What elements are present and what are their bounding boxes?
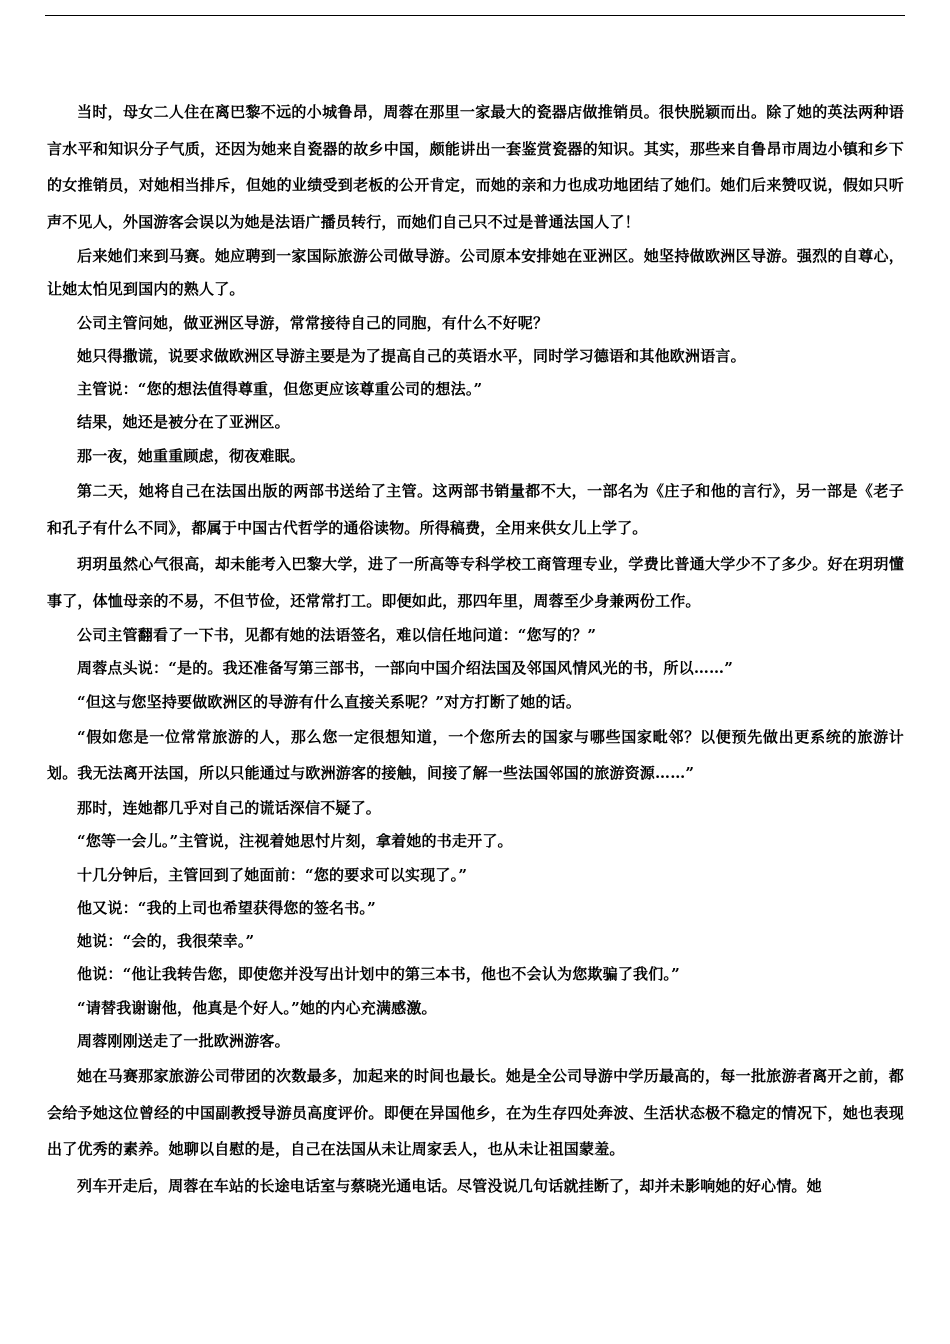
paragraph-23: 列车开走后，周蓉在车站的长途电话室与蔡晓光通电话。尽管没说几句话就挂断了，却并未影响她的好心情。她 xyxy=(77,1176,822,1195)
paragraph-8: 第二天，她将自己在法国出版的两部书送给了主管。这两部书销量都不大，一部名为《庄子和他的言行》，另一部是《老子和孔子有什么不同》，都属于中国古代哲学的通俗读物。所得稿费，全用来供女儿上学了。 xyxy=(47,482,904,537)
paragraph-20: “请替我谢谢他，他真是个好人。”她的内心充满感激。 xyxy=(77,998,437,1017)
paragraph-1: 当时，母女二人住在离巴黎不远的小城鲁昂，周蓉在那里一家最大的瓷器店做推销员。很快脱颖而出。除了她的英法两种语言水平和知识分子气质，还因为她来自瓷器的故乡中国，颇能讲出一套鉴赏瓷器的知识。其实，那些来自鲁昂市周边小镇和乡下的女推销员，对她相当排斥，但她的业绩受到老板的公开肯定，而她的亲和力也成功地团结了她们。她们后来赞叹说，假如只听声不见人，外国游客会误以为她是法语广播员转行，而她们自己只不过是普通法国人了！ xyxy=(47,103,904,231)
paragraph-22: 她在马赛那家旅游公司带团的次数最多，加起来的时间也最长。她是全公司导游中学历最高的，每一批旅游者离开之前，都会给予她这位曾经的中国副教授导游员高度评价。即便在异国他乡，在为生存四处奔波、生活状态极不稳定的情况下，她也表现出了优秀的素养。她聊以自慰的是，自己在法国从未让周家丢人，也从未让祖国蒙羞。 xyxy=(47,1067,904,1159)
paragraph-12: “但这与您坚持要做欧洲区的导游有什么直接关系呢？”对方打断了她的话。 xyxy=(77,692,582,711)
paragraph-19: 他说：“他让我转告您，即使您并没写出计划中的第三本书，他也不会认为您欺骗了我们。” xyxy=(77,965,680,984)
paragraph-17: 他又说：“我的上司也希望获得您的签名书。” xyxy=(77,898,376,917)
paragraph-10: 公司主管翻看了一下书，见都有她的法语签名，难以信任地问道：“您写的？” xyxy=(77,626,597,645)
paragraph-3: 公司主管问她，做亚洲区导游，常常接待自己的同胞，有什么不好呢？ xyxy=(77,313,549,332)
paragraph-21: 周蓉刚刚送走了一批欧洲游客。 xyxy=(77,1032,290,1051)
paragraph-5: 主管说：“您的想法值得尊重，但您更应该尊重公司的想法。” xyxy=(77,380,483,399)
paragraph-18: 她说：“会的，我很荣幸。” xyxy=(77,932,255,951)
paragraph-16: 十几分钟后，主管回到了她面前：“您的要求可以实现了。” xyxy=(77,865,468,884)
paragraph-4: 她只得撒谎，说要求做欧洲区导游主要是为了提高自己的英语水平，同时学习德语和其他欧洲语言。 xyxy=(77,346,746,365)
paragraph-7: 那一夜，她重重顾虑，彻夜难眠。 xyxy=(77,446,306,465)
document-body xyxy=(47,94,904,1204)
paragraph-11: 周蓉点头说：“是的。我还准备写第三部书，一部向中国介绍法国及邻国风情风光的书，所以……” xyxy=(77,659,734,678)
paragraph-13: “假如您是一位常常旅游的人，那么您一定很想知道，一个您所去的国家与哪些国家毗邻？以便预先做出更系统的旅游计划。我无法离开法国，所以只能通过与欧洲游客的接触，间接了解一些法国邻国的旅游资源……” xyxy=(47,727,904,783)
paragraph-14: 那时，连她都几乎对自己的谎话深信不疑了。 xyxy=(77,798,382,817)
paragraph-6: 结果，她还是被分在了亚洲区。 xyxy=(77,413,290,432)
paragraph-9: 玥玥虽然心气很高，却未能考入巴黎大学，进了一所高等专科学校工商管理专业，学费比普通大学少不了多少。好在玥玥懂事了，体恤母亲的不易，不但节俭，还常常打工。即便如此，那四年里，周蓉至少身兼两份工作。 xyxy=(47,555,904,610)
header-rule xyxy=(45,15,905,16)
paragraph-2: 后来她们来到马赛。她应聘到一家国际旅游公司做导游。公司原本安排她在亚洲区。她坚持做欧洲区导游。强烈的自尊心，让她太怕见到国内的熟人了。 xyxy=(47,247,904,299)
paragraph-15: “您等一会儿。”主管说，注视着她思忖片刻，拿着她的书走开了。 xyxy=(77,832,513,851)
